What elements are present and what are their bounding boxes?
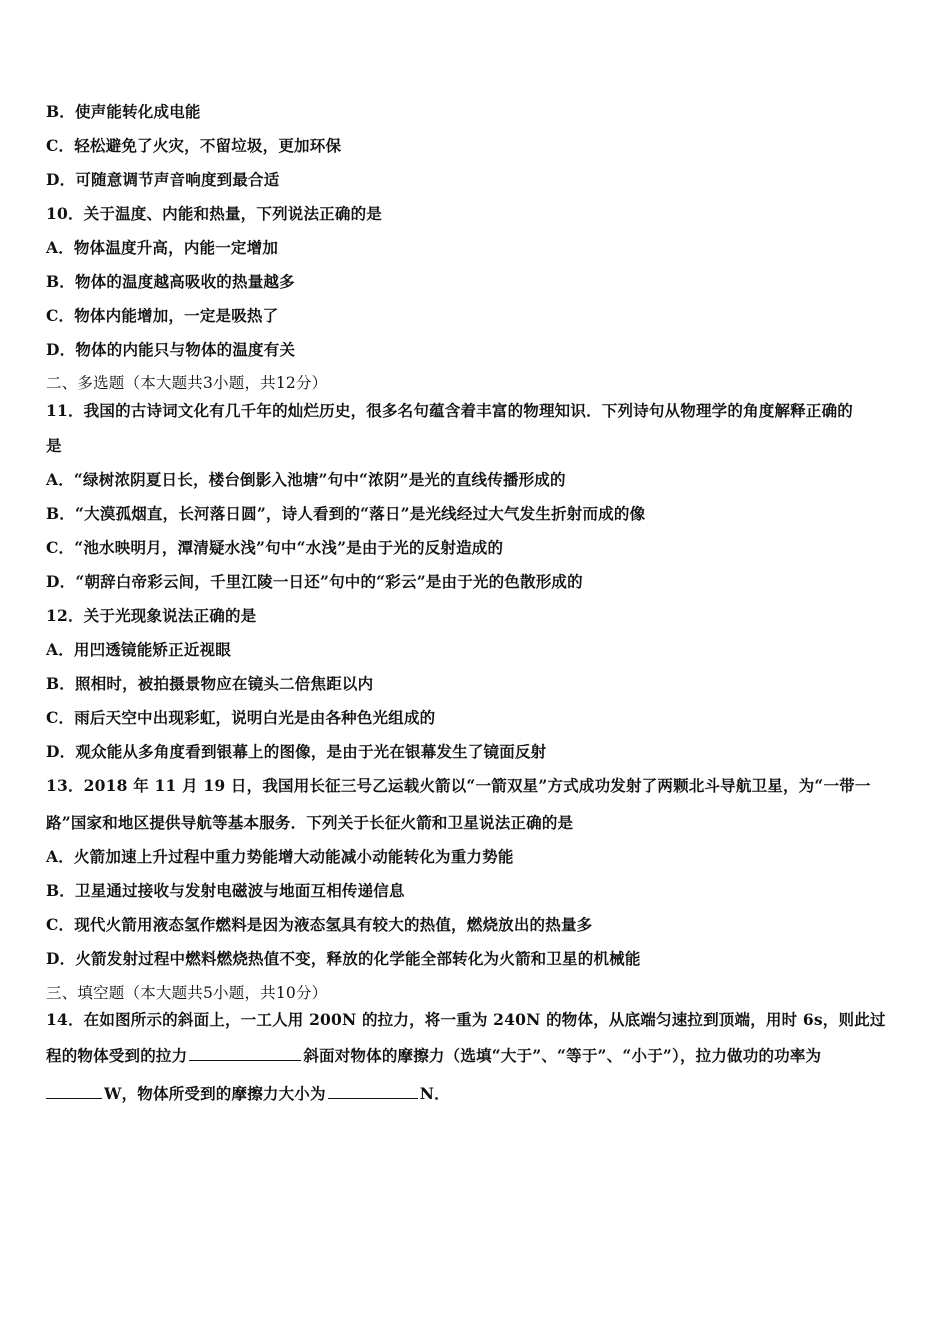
option-a-q10: A．物体温度升高，内能一定增加 <box>46 238 279 257</box>
answer-blank-1[interactable] <box>189 1046 301 1061</box>
option-c-q11: C．“池水映明月，潭清疑水浅”句中“水浅”是由于光的反射造成的 <box>46 538 504 557</box>
option-c-q9: C．轻松避免了火灾，不留垃圾，更加环保 <box>46 136 342 155</box>
q14-text-d: N． <box>419 1084 450 1103</box>
option-a-q11: A．“绿树浓阴夏日长，楼台倒影入池塘”句中“浓阴”是光的直线传播形成的 <box>46 470 566 489</box>
question-11: 11．我国的古诗词文化有几千年的灿烂历史，很多名句蕴含着丰富的物理知识．下列诗句从物理学的角度解释正确的 <box>46 401 853 420</box>
option-c-q10: C．物体内能增加，一定是吸热了 <box>46 306 279 325</box>
question-13-continued: 路”国家和地区提供导航等基本服务．下列关于长征火箭和卫星说法正确的是 <box>46 813 574 832</box>
question-14-line-3 <box>46 1084 910 1104</box>
q14-text-a: 程的物体受到的拉力 <box>46 1046 188 1065</box>
option-b-q9: B．使声能转化成电能 <box>46 102 201 121</box>
option-d-q12: D．观众能从多角度看到银幕上的图像，是由于光在银幕发生了镜面反射 <box>46 742 547 761</box>
answer-blank-3[interactable] <box>328 1084 418 1099</box>
option-b-q10: B．物体的温度越高吸收的热量越多 <box>46 272 295 291</box>
question-13: 13．2018 年 11 月 19 日，我国用长征三号乙运载火箭以“一箭双星”方式成功发射了两颗北斗导航卫星，为“一带一 <box>46 776 871 795</box>
option-d-q9: D．可随意调节声音响度到最合适 <box>46 170 280 189</box>
option-b-q11: B．“大漠孤烟直，长河落日圆”，诗人看到的“落日”是光线经过大气发生折射而成的像 <box>46 504 646 523</box>
option-a-q12: A．用凹透镜能矫正近视眼 <box>46 640 231 659</box>
question-14: 14．在如图所示的斜面上，一工人用 200N 的拉力，将一重为 240N 的物体，从底端匀速拉到顶端，用时 6s，则此过 <box>46 1010 886 1029</box>
section-heading-multiple-choice: 二、多选题（本大题共3小题，共12分） <box>46 374 328 392</box>
q14-text-b: 斜面对物体的摩擦力（选填“大于”、“等于”、“小于”），拉力做功的功率为 <box>303 1046 822 1065</box>
section-heading-fill-in: 三、填空题（本大题共5小题，共10分） <box>46 984 328 1002</box>
option-d-q10: D．物体的内能只与物体的温度有关 <box>46 340 296 359</box>
answer-blank-2[interactable] <box>46 1084 102 1099</box>
option-d-q13: D．火箭发射过程中燃料燃烧热值不变，释放的化学能全部转化为火箭和卫星的机械能 <box>46 949 641 968</box>
question-10: 10．关于温度、内能和热量，下列说法正确的是 <box>46 204 382 223</box>
option-a-q13: A．火箭加速上升过程中重力势能增大动能减小动能转化为重力势能 <box>46 847 514 866</box>
question-14-line-2 <box>46 1046 910 1066</box>
question-11-continued: 是 <box>46 436 62 455</box>
option-d-q11: D．“朝辞白帝彩云间，千里江陵一日还”句中的“彩云”是由于光的色散形成的 <box>46 572 583 591</box>
option-c-q12: C．雨后天空中出现彩虹，说明白光是由各种色光组成的 <box>46 708 436 727</box>
question-12: 12．关于光现象说法正确的是 <box>46 606 257 625</box>
q14-text-c: W，物体所受到的摩擦力大小为 <box>104 1084 326 1103</box>
option-b-q12: B．照相时，被拍摄景物应在镜头二倍焦距以内 <box>46 674 374 693</box>
option-b-q13: B．卫星通过接收与发射电磁波与地面互相传递信息 <box>46 881 405 900</box>
option-c-q13: C．现代火箭用液态氢作燃料是因为液态氢具有较大的热值，燃烧放出的热量多 <box>46 915 593 934</box>
